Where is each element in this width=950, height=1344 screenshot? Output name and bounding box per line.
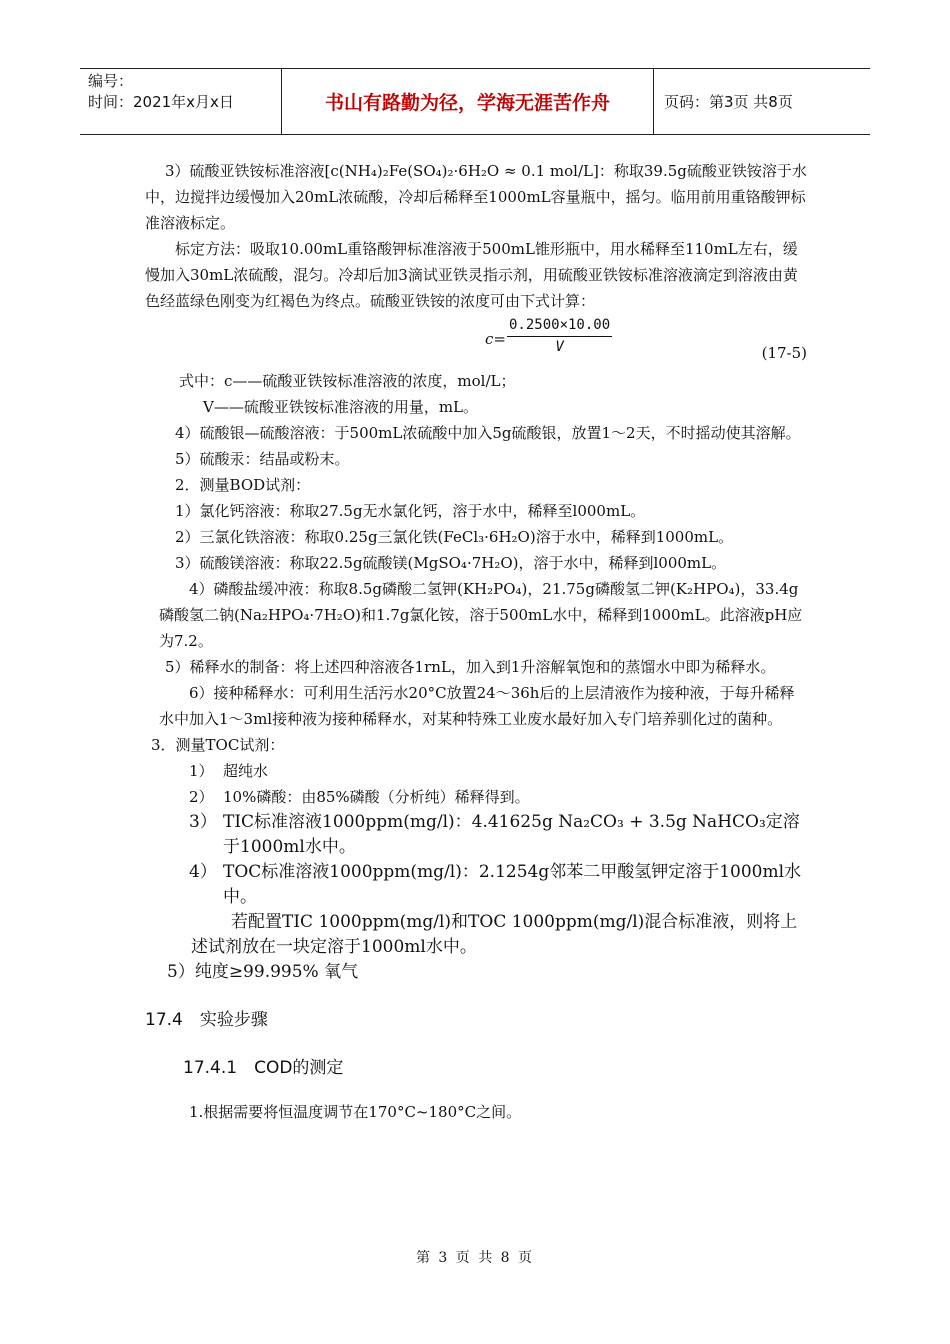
- document-body: [145, 158, 809, 1125]
- paragraph-phosphate-buffer: 4）磷酸盐缓冲液：称取8.5g磷酸二氢钾(KH₂PO₄)，21.75g磷酸氢二钾(K₂HPO₄)，33.4g磷酸氢二钠(Na₂HPO₄·7H₂O)和1.7g氯化铵，溶于500mL水中，稀释到1000mL。此溶液pH应为7.2。: [159, 580, 803, 650]
- paragraph-dilution-water: 5）稀释水的制备：将上述四种溶液各1rnL，加入到1升溶解氧饱和的蒸馏水中即为稀释水。: [165, 658, 776, 676]
- page-footer: 第 3 页 共 8 页: [415, 1250, 535, 1266]
- number-label: 编号：: [88, 72, 134, 90]
- heading-toc-reagents: 3．测量TOC试剂：: [151, 736, 285, 754]
- list-item: 2） 10%磷酸：由85%磷酸（分析纯）稀释得到。: [189, 788, 530, 806]
- time-label: 时间：2021年x月x日: [88, 93, 234, 111]
- formula-lhs: c=: [485, 330, 506, 348]
- motto: 书山有路勤为径，学海无涯苦作舟: [282, 69, 654, 134]
- where-c: 式中：c——硫酸亚铁铵标准溶液的浓度，mol/L；: [179, 372, 516, 390]
- section-heading-cod: 17.4.1 COD的测定: [183, 1058, 344, 1078]
- paragraph-calcium-chloride: 1）氯化钙溶液：称取27.5g无水氯化钙，溶于水中，稀释至l000mL。: [175, 502, 646, 520]
- paragraph-magnesium-sulfate: 3）硫酸镁溶液：称取22.5g硫酸镁(MgSO₄·7H₂O)，溶于水中，稀释到l000mL。: [175, 554, 727, 572]
- paragraph-mixed-standard: 若配置TIC 1000ppm(mg/l)和TOC 1000ppm(mg/l)混合标准液，则将上述试剂放在一块定溶于1000ml水中。: [191, 912, 798, 957]
- list-item: 4） TOC标准溶液1000ppm(mg/l)：2.1254g邻苯二甲酸氢钾定溶于1000ml水中。: [189, 862, 802, 907]
- paragraph-oxygen: 5）纯度≥99.995% 氧气: [167, 962, 359, 982]
- formula-17-5: [145, 314, 809, 368]
- list-item: 3） TIC标准溶液1000ppm(mg/l)：4.41625g Na₂CO₃ + 3.5g NaHCO₃定溶于1000ml水中。: [189, 812, 800, 857]
- header-left-cell: [80, 69, 282, 134]
- section-heading-procedure: 17.4 实验步骤: [145, 1010, 268, 1030]
- paragraph-calibration: 标定方法：吸取10.00mL重铬酸钾标准溶液于500mL锥形瓶中，用水稀释至110mL左右，缓慢加入30mL浓硫酸，混匀。冷却后加3滴试亚铁灵指示剂，用硫酸亚铁铵标准溶液滴定到溶液由黄色经蓝绿色刚变为红褐色为终点。硫酸亚铁铵的浓度可由下式计算：: [145, 240, 798, 310]
- where-v: V——硫酸亚铁铵标准溶液的用量，mL。: [203, 398, 479, 416]
- page-header: [80, 68, 870, 135]
- page-info: 页码：第3页 共8页: [664, 93, 793, 111]
- paragraph-silver-sulfate: 4）硫酸银—硫酸溶液：于500mL浓硫酸中加入5g硫酸银，放置1～2天，不时摇动使其溶解。: [175, 424, 801, 442]
- formula-numerator: 0.2500×10.00: [507, 314, 612, 337]
- paragraph-seeded-water: 6）接种稀释水：可利用生活污水20°C放置24～36h后的上层清液作为接种液，于每升稀释水中加入1～3ml接种液为接种稀释水，对某种特殊工业废水最好加入专门培养驯化过的菌种。: [159, 684, 795, 728]
- formula-number: (17-5): [761, 344, 807, 362]
- toc-list: [145, 758, 809, 910]
- formula-fraction: [507, 314, 612, 357]
- formula-denominator: V: [555, 339, 564, 355]
- paragraph-ferrous-solution: 3）硫酸亚铁铵标准溶液[c(NH₄)₂Fe(SO₄)₂·6H₂O ≈ 0.1 mol/L]：称取39.5g硫酸亚铁铵溶于水中，边搅拌边缓慢加入20mL浓硫酸，冷却后稀释至1000mL容量瓶中，摇匀。临用前用重铬酸钾标准溶液标定。: [145, 162, 807, 232]
- paragraph-step-1: 1.根据需要将恒温度调节在170°C~180°C之间。: [189, 1103, 522, 1121]
- list-item: 1） 超纯水: [189, 762, 269, 780]
- heading-bod-reagents: 2．测量BOD试剂：: [175, 476, 311, 494]
- paragraph-mercury-sulfate: 5）硫酸汞：结晶或粉末。: [175, 450, 350, 468]
- paragraph-ferric-chloride: 2）三氯化铁溶液：称取0.25g三氯化铁(FeCl₃·6H₂O)溶于水中，稀释到1000mL。: [175, 528, 734, 546]
